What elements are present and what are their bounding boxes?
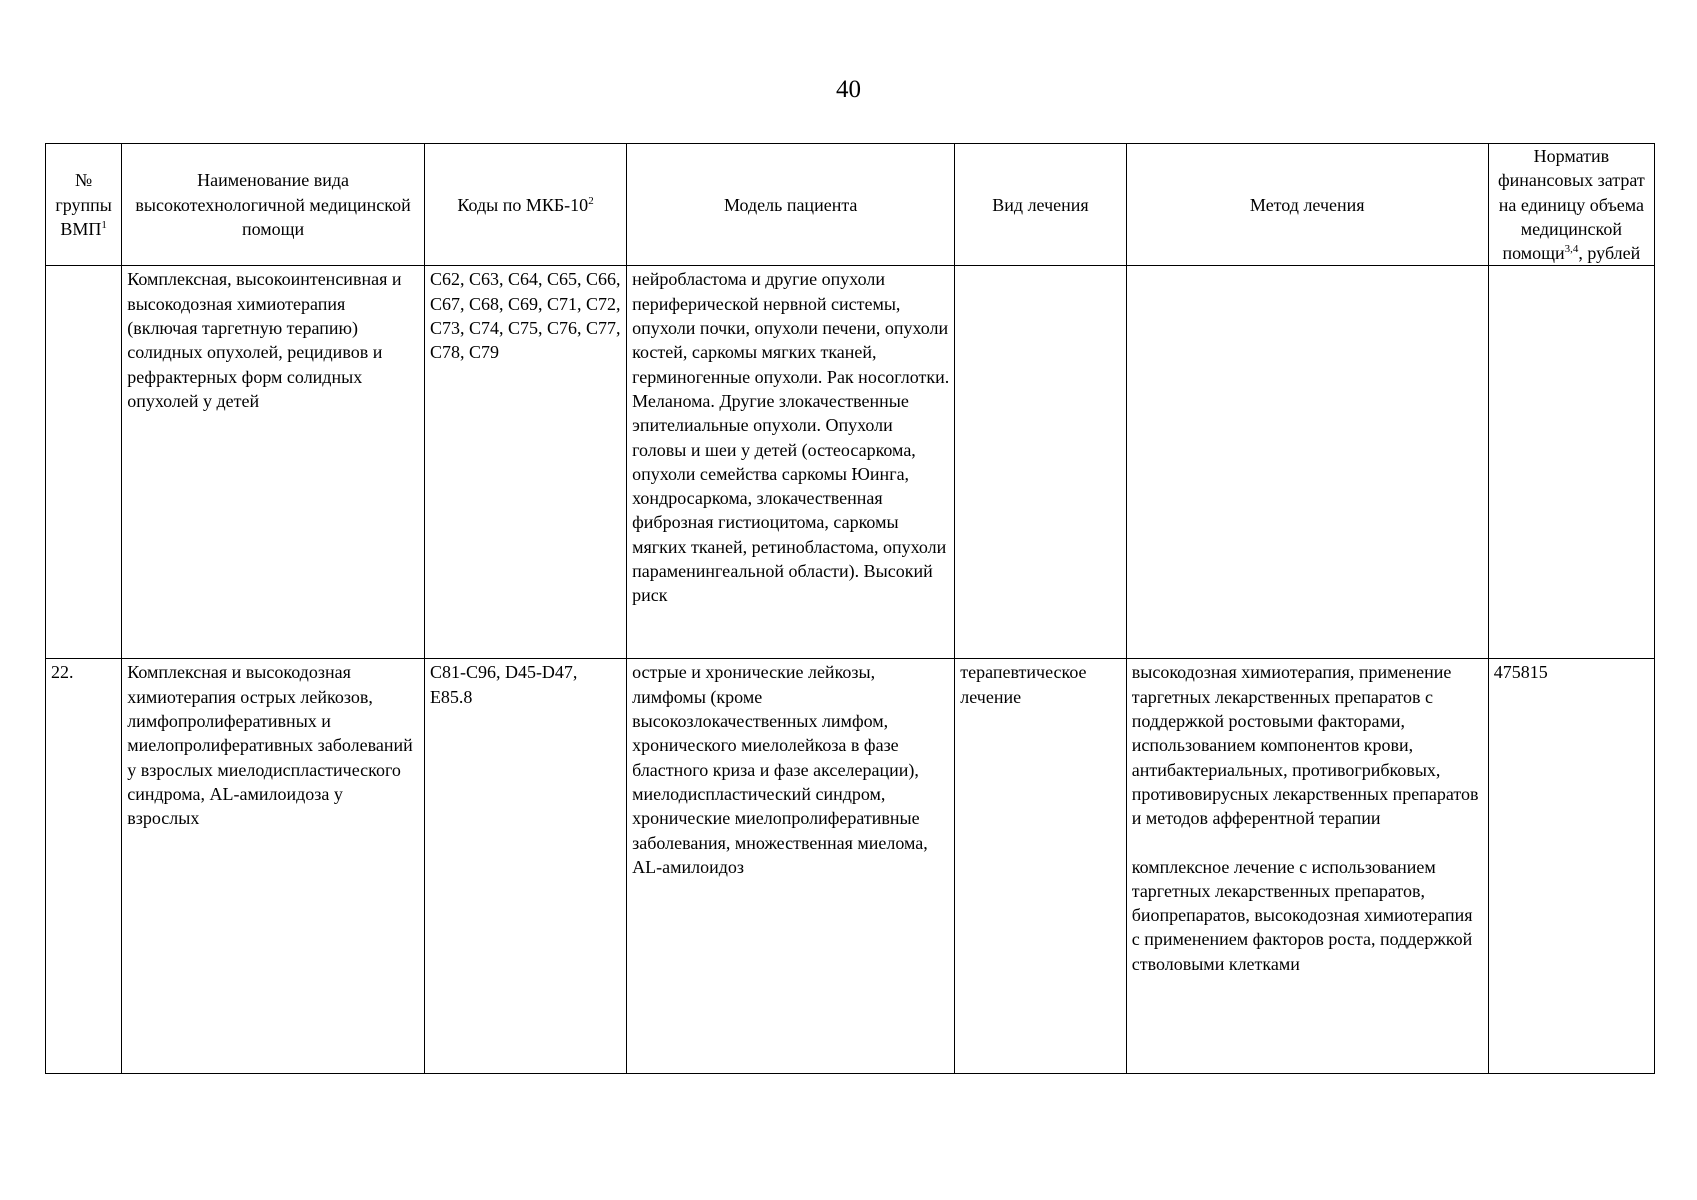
table-header [46, 144, 1655, 266]
header-group-no [46, 144, 122, 266]
cell-icd: C81-C96, D45-D47, E85.8 [424, 659, 626, 1074]
header-method: Метод лечения [1126, 144, 1488, 266]
cell-treatment-type [955, 266, 1126, 659]
cell-group-no [46, 266, 122, 659]
cell-model: острые и хронические лейкозы, лимфомы (кроме высокозлокачественных лимфом, хронического миелолейкоза в фазе бластного криза и фазе акселерации), миелодиспластический синдром, хронические миелопролиферативные заболевания, множественная миелома, AL-амилоидоз [627, 659, 955, 1074]
cell-method [1126, 266, 1488, 659]
table-row [46, 266, 1655, 659]
header-cost [1488, 144, 1654, 266]
table-body [46, 266, 1655, 1074]
cell-method-para-1: высокодозная химиотерапия, применение таргетных лекарственных препаратов с поддержкой ростовыми факторами, использованием компонентов крови, антибактериальных, противогрибковых, противовирусных лекарственных препаратов и методов афферентной терапии [1131, 662, 1479, 829]
header-group-no-text: № группы ВМП [55, 170, 112, 239]
header-row [46, 144, 1655, 266]
cell-cost: 475815 [1488, 659, 1654, 1074]
header-treatment-type: Вид лечения [955, 144, 1126, 266]
header-icd [424, 144, 626, 266]
cell-method [1126, 659, 1488, 1074]
cell-icd: C62, C63, C64, C65, C66, C67, C68, C69, C71, C72, C73, C74, C75, C76, C77, C78, C79 [424, 266, 626, 659]
cell-model: нейробластома и другие опухоли периферической нервной системы, опухоли почки, опухоли печени, опухоли костей, саркомы мягких тканей, герминогенные опухоли. Рак носоглотки. Меланома. Другие злокачественные эпителиальные опухоли. Опухоли головы и шеи у детей (остеосаркома, опухоли семейства саркомы Юинга, хондросаркома, злокачественная фиброзная гистиоцитома, саркомы мягких тканей, ретинобластома, опухоли параменингеальной области). Высокий риск [627, 266, 955, 659]
page-number: 40 [836, 76, 861, 103]
cell-method-para-2: комплексное лечение с использованием таргетных лекарственных препаратов, биопрепаратов, высокодозная химиотерапия с применением факторов роста, поддержкой стволовыми клетками [1131, 856, 1473, 974]
cell-name: Комплексная, высокоинтенсивная и высокодозная химиотерапия (включая таргетную терапию) солидных опухолей, рецидивов и рефрактерных форм солидных опухолей у детей [122, 266, 425, 659]
table-row [46, 659, 1655, 1074]
cell-treatment-type: терапевтическое лечение [955, 659, 1126, 1074]
header-name: Наименование вида высокотехнологичной медицинской помощи [122, 144, 425, 266]
footnote-marker-2: 2 [588, 194, 594, 207]
header-model: Модель пациента [627, 144, 955, 266]
footnote-marker-3-4: 3,4 [1564, 243, 1579, 256]
cell-cost [1488, 266, 1654, 659]
vmp-table [45, 143, 1655, 1074]
footnote-marker-1: 1 [101, 218, 107, 231]
header-cost-tail: , рублей [1578, 243, 1641, 264]
cell-group-no: 22. [46, 659, 122, 1074]
paragraph-gap [1132, 831, 1483, 855]
header-icd-text: Коды по МКБ-10 [457, 194, 589, 215]
header-cost-text: Норматив финансовых затрат на единицу объема медицинской помощи [1498, 146, 1645, 264]
cell-name: Комплексная и высокодозная химиотерапия острых лейкозов, лимфопролиферативных и миелопролиферативных заболеваний у взрослых миелодиспластического синдрома, AL-амилоидоза у взрослых [122, 659, 425, 1074]
